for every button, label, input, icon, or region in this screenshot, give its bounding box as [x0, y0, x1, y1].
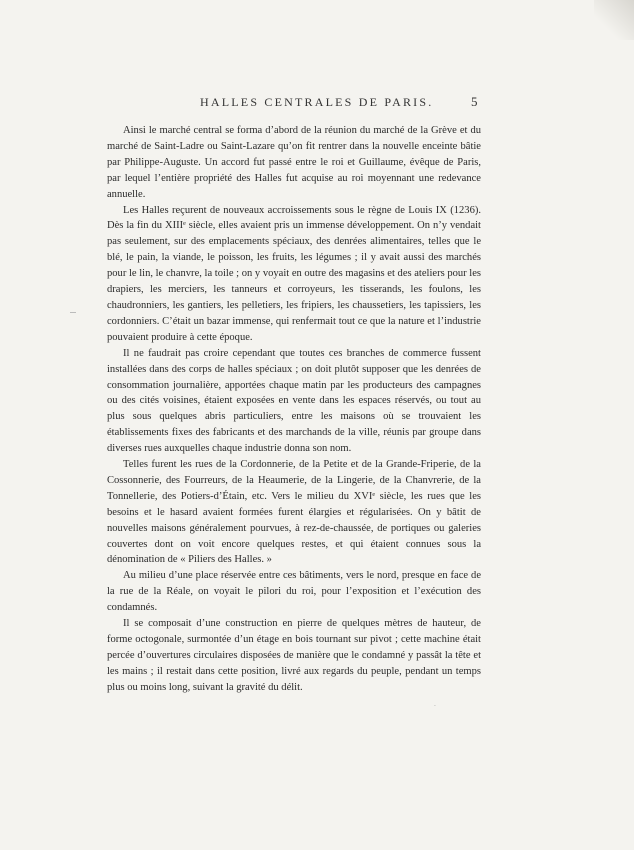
margin-mark [70, 312, 76, 313]
paragraph: Il ne faudrait pas croire cependant que toutes ces branches de commerce fussent installées dans des corps de halles spéciaux ; on doit plutôt supposer que les denrées de consommation journalière, apportées chaque matin par les producteurs des campagnes ou des cités voisines, étaient exposées en vente dans les espaces réservés, ou tout au plus sous quelques abris particuliers, entre les maisons où se trouvaient les établissements fixes des fabricants et des marchands de la ville, réunis par groupe dans diverses rues auxquelles chaque industrie donna son nom. [107, 347, 481, 455]
paragraph: Les Halles reçurent de nouveaux accroissements sous le règne de Louis IX (1236). Dès la fin du XIIIᵉ siècle, elles avaient pris un immense développement. On n’y vendait pas seulement, sur des emplacements spéciaux, des denrées alimentaires, telles que le blé, le pain, la viande, le poisson, les fruits, les légumes ; il y avait aussi des marchés pour le lin, le chanvre, la toile ; on y voyait en outre des magasins et des ateliers pour les drapiers, les merciers, les tanneurs et corroyeurs, les tisserands, les foulons, les chaudronniers, les gantiers, les pelletiers, les fripiers, les chaussetiers, les tapissiers, les cordonniers. C’était un bazar immense, qui renfermait tout ce que la nature et l’industrie pouvaient produire à cette époque. [107, 204, 482, 343]
paragraph: Il se composait d’une construction en pierre de quelques mètres de hauteur, de forme octogonale, surmontée d’un étage en bois tournant sur pivot ; cette machine était percée d’ouvertures circulaires disposées de manière que le condamné y passât la tête et les mains ; il restait dans cette position, livré aux regards du peuple, pendant un temps plus ou moins long, suivant la gravité du délit. [107, 618, 481, 693]
page-number: 5 [471, 94, 478, 109]
printer-mark: · [434, 703, 436, 710]
page-header [0, 95, 634, 115]
scan-edge-shadow [594, 0, 634, 40]
paragraph: Telles furent les rues de la Cordonnerie, de la Petite et de la Grande-Friperie, de la Cossonnerie, des Fourreurs, de la Heaumerie, de la Lingerie, de la Chanvrerie, de la Tonnellerie, des Potiers-d’Étain, etc. Vers le milieu du XVIᵉ siècle, les rues que les besoins et le hasard avaient formées furent élargies et régularisées. On y bâtit de nouvelles maisons généralement pourvues, à rez-de-chaussée, de portiques ou galeries couvertes dont on voit encore quelques restes, et qui étaient connues sous la dénomination de « Piliers des Halles. » [107, 459, 481, 566]
body-text [107, 123, 481, 696]
running-title: HALLES CENTRALES DE PARIS. [200, 95, 434, 109]
paragraph: Ainsi le marché central se forma d’abord de la réunion du marché de la Grève et du marché de Saint-Ladre ou Saint-Lazare qu’on fit rentrer dans la nouvelle enceinte bâtie par Philippe-Auguste. Un accord fut passé entre le roi et Guillaume, évêque de Paris, par lequel l’entière propriété des Halles fut acquise au roi moyennant une redevance annuelle. [107, 125, 481, 200]
paragraph: Au milieu d’une place réservée entre ces bâtiments, vers le nord, presque en face de la rue de la Réale, on voyait le pilori du roi, pour l’exposition et l’exécution des condamnés. [107, 570, 481, 614]
